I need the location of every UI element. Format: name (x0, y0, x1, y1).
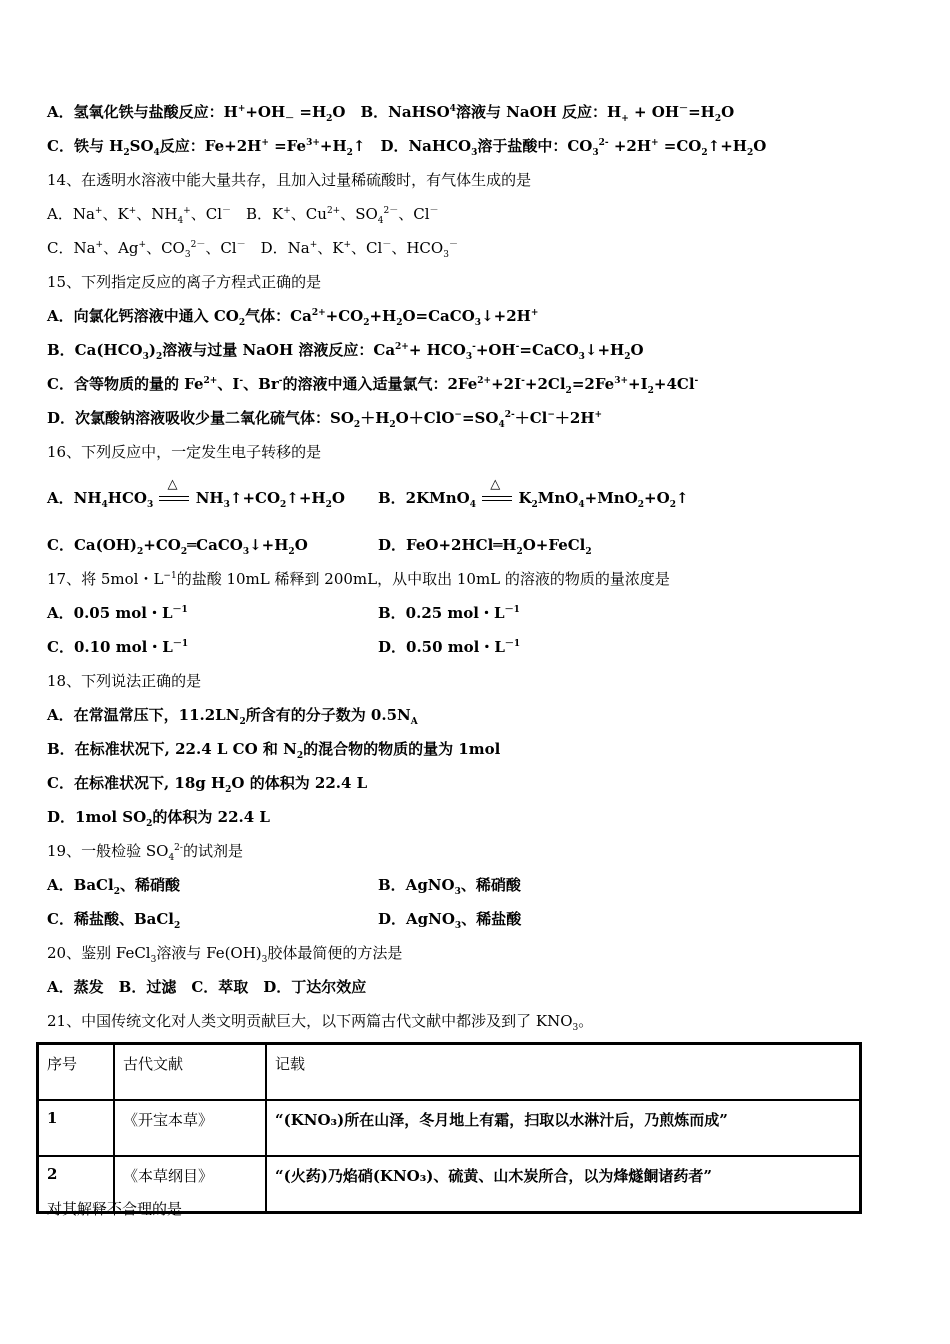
header-record: 记载 (266, 1044, 861, 1101)
text-run: C．Ca(OH) (47, 536, 138, 554)
text-run: ＋H (360, 409, 390, 427)
subscript: 2 (326, 114, 333, 124)
text-run: +2I (491, 375, 522, 393)
text-run: =H (294, 103, 327, 121)
subscript: 2 (180, 547, 188, 557)
subscript: 4 (498, 420, 505, 430)
text-run: HCO (107, 489, 147, 507)
text-run: O (630, 341, 644, 359)
q18-option-a (47, 705, 418, 725)
text-run: 、稀硝酸 (460, 876, 521, 894)
superscript: －1 (172, 639, 189, 649)
q15-stem: 15、下列指定反应的离子方程式正确的是 (47, 273, 322, 291)
superscript: 2+ (311, 308, 326, 318)
subscript: 3 (592, 148, 599, 158)
text-run: O (294, 536, 308, 554)
text-run: +4Cl (653, 375, 695, 393)
text-run: C．0.10 mol・L (47, 638, 173, 656)
text-run: 、稀盐酸 (461, 910, 522, 928)
q15-option-c (47, 374, 698, 394)
subscript: 3 (471, 148, 478, 158)
superscript: + (343, 240, 352, 250)
subscript: 2 (123, 148, 130, 158)
superscript: + (261, 138, 269, 148)
text-run: O+FeCl (522, 536, 586, 554)
text-run: 19、一般检验 SO (47, 842, 169, 860)
superscript: + (309, 240, 318, 250)
text-run: 的混合物的物质的量为 1mol (303, 740, 501, 758)
subscript: 3 (223, 500, 230, 510)
q18-option-d (47, 807, 270, 827)
superscript: + (128, 206, 137, 216)
subscript: 2 (647, 386, 654, 396)
text-run: 20、鉴别 FeCl (47, 944, 151, 962)
text-run: C．含等物质的量的 Fe (47, 375, 204, 393)
superscript: + (95, 240, 104, 250)
text-run: SO (129, 137, 154, 155)
q13-options-cd (47, 136, 766, 156)
q16-a-reactant (47, 489, 154, 510)
table-header-row (38, 1044, 861, 1101)
text-run: 、K (317, 239, 344, 257)
subscript: 4 (153, 148, 160, 158)
subscript: 2 (714, 114, 722, 124)
text-run: B．K (231, 205, 284, 223)
q17-option-b (378, 603, 520, 623)
text-run: ↑+CO (229, 489, 281, 507)
q19-option-c (47, 909, 180, 929)
heat-equals-sign: △ (481, 489, 513, 509)
subscript: 2 (156, 352, 163, 362)
text-run: +CO (325, 307, 364, 325)
superscript: 4 (449, 104, 456, 114)
subscript: 2 (296, 751, 304, 761)
text-run: A．氢氧化铁与盐酸反应：H (47, 103, 238, 121)
subscript: + (621, 114, 629, 124)
superscript: - (521, 376, 525, 386)
row-record: “(火药)乃焰硝(KNO₃)、硫黄、山木炭所合，以为烽燧餇诸药者” (266, 1156, 861, 1213)
superscript: - (472, 342, 476, 352)
superscript: － (679, 104, 689, 114)
subscript: 2 (565, 386, 572, 396)
text-run: 、CO (146, 239, 185, 257)
superscript: + (283, 206, 291, 216)
header-no: 序号 (38, 1044, 115, 1101)
subscript: 3 (454, 887, 461, 897)
text-run: ↑ D．NaHCO (352, 137, 472, 155)
subscript: 4 (578, 500, 585, 510)
text-run: 、K (102, 205, 129, 223)
subscript: 3 (184, 250, 191, 260)
text-run: ↓+H (584, 341, 625, 359)
row-no: 2 (38, 1156, 115, 1213)
text-run: 、NH (136, 205, 178, 223)
superscript: 2+ (326, 206, 341, 216)
subscript: 2 (637, 500, 645, 510)
subscript: 2 (669, 500, 676, 510)
subscript: 2 (396, 318, 403, 328)
text-run: +MnO (584, 489, 638, 507)
text-run: 的试剂是 (182, 842, 243, 860)
superscript: －1 (172, 605, 188, 615)
subscript: 4 (377, 216, 384, 226)
text-run: A．向氯化钙溶液中通入 CO (47, 307, 239, 325)
text-run: 溶液与 NaOH 反应：H (455, 103, 622, 121)
subscript: 2 (280, 500, 287, 510)
superscript: 2－ (190, 240, 206, 250)
header-book: 古代文献 (114, 1044, 266, 1101)
subscript: A (410, 717, 418, 727)
superscript: － (429, 206, 439, 216)
table-row (38, 1100, 861, 1156)
superscript: + (183, 206, 191, 216)
subscript: 3 (150, 955, 157, 965)
subscript: 3 (261, 955, 268, 965)
superscript: 2+ (203, 376, 218, 386)
q21-followup: 对其解释不合理的是 (47, 1200, 183, 1218)
row-record: “(KNO₃)所在山泽，冬月地上有霜，扫取以水淋汁后，乃煎炼而成” (266, 1100, 861, 1156)
q15-option-b (47, 340, 644, 360)
subscript: 2 (516, 547, 523, 557)
subscript: 4 (101, 500, 108, 510)
superscript: − (547, 410, 555, 420)
q19-option-b (378, 875, 521, 895)
subscript: － (285, 114, 295, 124)
text-run: =Fe (268, 137, 307, 155)
subscript: 2 (585, 547, 592, 557)
subscript: 3 (572, 1023, 579, 1033)
superscript: + (594, 410, 603, 420)
row-book: 《本草纲目》 (114, 1156, 266, 1213)
superscript: + (138, 240, 147, 250)
text-run: +CO (143, 536, 181, 554)
q20-stem (47, 943, 402, 963)
text-run: =SO (461, 409, 499, 427)
text-run: ═CaCO (187, 536, 243, 554)
text-run: 胶体最简便的方法是 (267, 944, 403, 962)
superscript: − (454, 410, 462, 420)
text-run: A．NH (47, 489, 102, 507)
text-run: D．1mol SO (47, 808, 147, 826)
superscript: 2+ (395, 342, 409, 352)
text-run: B．在标准状况下, 22.4 L CO 和 N (47, 740, 297, 758)
text-run: 、SO (340, 205, 378, 223)
text-run: ↓+2H (481, 307, 531, 325)
superscript: 2- (598, 138, 609, 148)
heat-equals-sign: △ (158, 489, 190, 509)
text-run: 溶于盐酸中：CO (477, 137, 593, 155)
superscript: + (530, 308, 539, 318)
text-run: 。 (578, 1012, 594, 1030)
q16-option-a (47, 477, 345, 510)
text-run: A．BaCl (47, 876, 114, 894)
q16-option-b (378, 477, 689, 510)
text-run: 、Br (243, 375, 279, 393)
text-run: 的体积为 22.4 L (152, 808, 270, 826)
superscript: 3+ (614, 376, 629, 386)
text-run: MnO (537, 489, 579, 507)
q14-options-cd (47, 238, 458, 258)
text-run: 、HCO (391, 239, 444, 257)
text-run: D．0.50 mol・L (378, 638, 505, 656)
text-run: D．Na (245, 239, 310, 257)
q17-option-d (378, 637, 520, 657)
text-run: A．Na (47, 205, 95, 223)
superscript: + (237, 104, 246, 114)
q19-stem (47, 841, 243, 861)
subscript: 3 (474, 318, 482, 328)
subscript: 2 (238, 318, 246, 328)
q16-stem: 16、下列反应中，一定发生电子转移的是 (47, 443, 322, 461)
subscript: 2 (389, 420, 396, 430)
superscript: - (694, 376, 699, 386)
text-run: A．0.05 mol・L (47, 604, 173, 622)
text-run: ↑+H (707, 137, 747, 155)
superscript: 3+ (306, 138, 320, 148)
text-run: O=CaCO (402, 307, 475, 325)
text-run: C．在标准状况下, 18g H (47, 774, 226, 792)
text-run: =CO (658, 137, 702, 155)
text-run: 、稀硝酸 (119, 876, 180, 894)
text-run: C．铁与 H (47, 137, 124, 155)
text-run: 、Cl (205, 239, 237, 257)
subscript: 2 (325, 500, 332, 510)
text-run: B．0.25 mol・L (378, 604, 505, 622)
q15-option-a (47, 306, 538, 326)
text-run: + OH (628, 103, 680, 121)
row-book: 《开宝本草》 (114, 1100, 266, 1156)
q18-option-c (47, 773, 367, 793)
text-run: 、Cl (398, 205, 430, 223)
text-run: O (331, 489, 345, 507)
text-run: B．AgNO (378, 876, 455, 894)
subscript: 2 (113, 887, 120, 897)
subscript: 4 (177, 216, 184, 226)
text-run: O B．NaHSO (332, 103, 450, 121)
text-run: K (518, 489, 532, 507)
q14-options-ab (47, 204, 439, 224)
q14-stem: 14、在透明水溶液中能大量共存，且加入过量稀硫酸时，有气体生成的是 (47, 171, 532, 189)
text-run: 气体：Ca (245, 307, 312, 325)
text-run: 的溶液中通入适量氯气：2Fe (282, 375, 478, 393)
subscript: 4 (469, 500, 476, 510)
text-run: 21、中国传统文化对人类文明贡献巨大，以下两篇古代文献中都涉及到了 KNO (47, 1012, 573, 1030)
superscript: + (94, 206, 103, 216)
text-run: =2Fe (571, 375, 615, 393)
text-run: 、I (217, 375, 240, 393)
row-no: 1 (38, 1100, 115, 1156)
text-run: B．2KMnO (378, 489, 470, 507)
superscript: － (236, 240, 246, 250)
text-run: D．次氯酸钠溶液吸收少量二氧化硫气体：SO (47, 409, 354, 427)
subscript: 2 (225, 785, 232, 795)
q21-stem (47, 1011, 593, 1031)
superscript: 2+ (477, 376, 492, 386)
text-run: 溶液与过量 NaOH 溶液反应：Ca (162, 341, 396, 359)
q16-option-d (378, 535, 592, 555)
q13-options-ab (47, 102, 734, 122)
text-run: A．在常温常压下，11.2LN (47, 706, 240, 724)
q18-stem: 18、下列说法正确的是 (47, 672, 202, 690)
subscript: 3 (443, 250, 449, 260)
superscript: －1 (504, 639, 521, 649)
text-run: 17、将 5mol・L (47, 570, 164, 588)
text-run: D．AgNO (378, 910, 455, 928)
text-run: 、Cu (290, 205, 327, 223)
text-run: +2H (608, 137, 652, 155)
subscript: 3 (142, 352, 149, 362)
text-run: O (753, 137, 767, 155)
superscript: 2- (504, 410, 515, 420)
text-run: +OH (475, 341, 516, 359)
subscript: 2 (353, 420, 361, 430)
subscript: 2 (701, 148, 708, 158)
superscript: −1 (163, 571, 177, 581)
text-run: 、Cl (351, 239, 383, 257)
text-run: 反应：Fe+2H (159, 137, 262, 155)
text-run: 溶液与 Fe(OH) (156, 944, 262, 962)
q16-option-c (47, 535, 308, 555)
text-run: ＋2H (554, 409, 595, 427)
q19-option-d (378, 909, 521, 929)
subscript: 3 (465, 352, 473, 362)
text-run: +2Cl (524, 375, 566, 393)
superscript: + (651, 138, 659, 148)
q17-option-c (47, 637, 188, 657)
text-run: ↑ (675, 489, 689, 507)
ancient-texts-table (36, 1042, 862, 1214)
text-run: C．Na (47, 239, 96, 257)
subscript: 3 (242, 547, 250, 557)
subscript: 3 (578, 352, 585, 362)
text-run: +I (628, 375, 648, 393)
superscript: - (239, 376, 244, 386)
subscript: 2 (137, 547, 144, 557)
subscript: 2 (239, 717, 246, 727)
superscript: － (382, 240, 392, 250)
text-run: +OH (245, 103, 286, 121)
subscript: 3 (146, 500, 154, 510)
q16-b-products (518, 489, 689, 510)
q17-option-a (47, 603, 188, 623)
text-run: 的盐酸 10mL 稀释到 200mL，从中取出 10mL 的溶液的物质的量浓度是 (176, 570, 670, 588)
superscript: - (515, 342, 520, 352)
text-run: 、Cl (190, 205, 222, 223)
text-run: D．FeO+2HCl═H (378, 536, 517, 554)
text-run: + HCO (408, 341, 466, 359)
text-run: O＋ClO (395, 409, 455, 427)
q20-options: A．蒸发 B．过滤 C．萃取 D．丁达尔效应 (47, 978, 367, 996)
text-run: +H (369, 307, 397, 325)
subscript: 3 (454, 921, 462, 931)
subscript: 2 (146, 819, 153, 829)
q15-option-d (47, 408, 602, 428)
subscript: 2 (346, 148, 353, 158)
text-run: O (721, 103, 735, 121)
subscript: 2 (531, 500, 538, 510)
subscript: 2 (746, 148, 754, 158)
text-run: +H (319, 137, 347, 155)
text-run: 、Ag (103, 239, 139, 257)
q17-stem (47, 569, 670, 589)
q18-option-b (47, 739, 500, 759)
text-run: NH (195, 489, 224, 507)
subscript: 2 (624, 352, 631, 362)
subscript: 2 (288, 547, 295, 557)
q16-b-reactant (378, 489, 476, 510)
superscript: －1 (504, 605, 520, 615)
text-run: ↑+H (286, 489, 326, 507)
text-run: ↓+H (249, 536, 289, 554)
text-run: +O (644, 489, 670, 507)
q16-a-products (195, 489, 345, 510)
text-run: O 的体积为 22.4 L (231, 774, 368, 792)
text-run: C．稀盐酸、BaCl (47, 910, 174, 928)
text-run: ＋Cl (514, 409, 548, 427)
superscript: - (278, 376, 283, 386)
text-run: 所含有的分子数为 0.5N (245, 706, 411, 724)
superscript: 2- (174, 843, 183, 853)
text-run: =CaCO (519, 341, 579, 359)
text-run: ) (148, 341, 156, 359)
subscript: 2 (363, 318, 370, 328)
text-run: =H (688, 103, 715, 121)
text-run: B．Ca(HCO (47, 341, 143, 359)
superscript: － (222, 206, 232, 216)
q19-option-a (47, 875, 180, 895)
superscript: － (448, 240, 458, 250)
superscript: 2－ (383, 206, 399, 216)
subscript: 4 (168, 853, 175, 863)
subscript: 2 (173, 921, 181, 931)
